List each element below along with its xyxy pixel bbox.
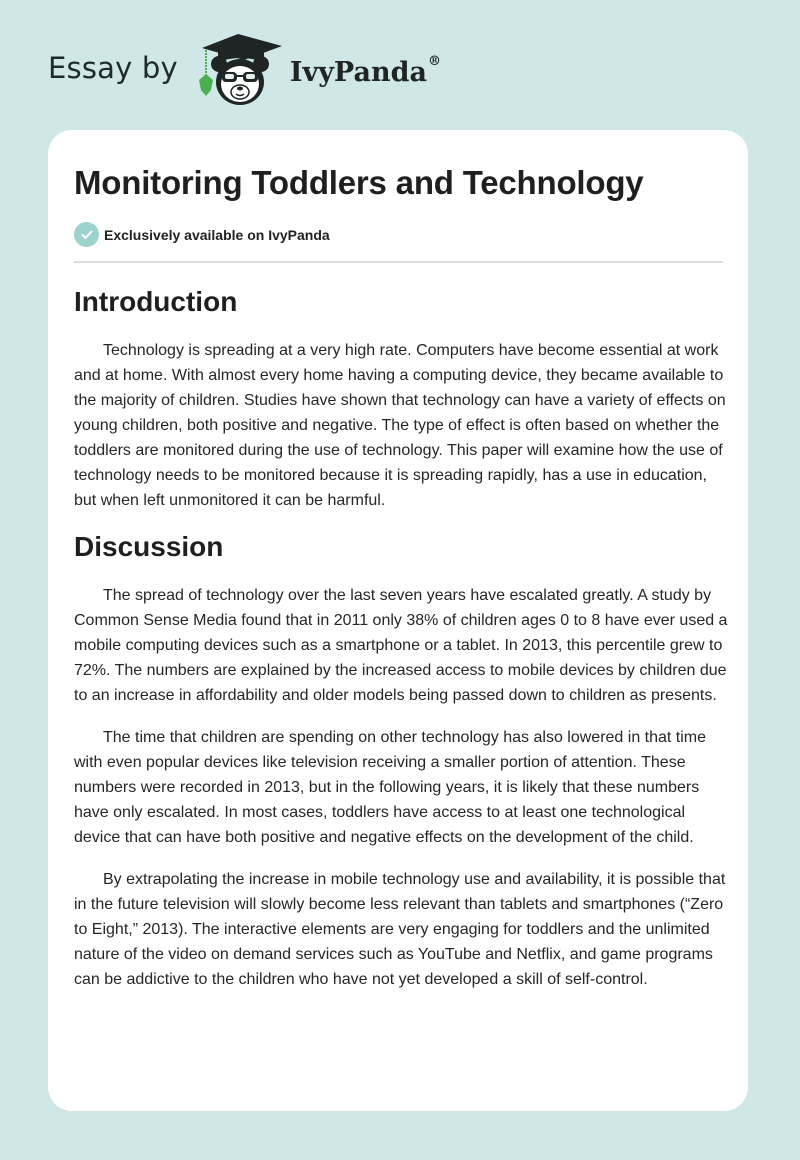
ivypanda-logo-link[interactable] [196,30,441,110]
essay-body [74,282,728,1009]
site-header [48,30,441,110]
section-heading: Introduction [74,286,238,317]
essay-card [48,130,748,1111]
brand-text: IvyPanda [289,56,427,88]
section-discussion [74,527,728,992]
brand-name [289,53,441,88]
exclusive-badge-text: Exclusively available on IvyPanda [104,226,330,243]
registered-mark: ® [427,53,441,69]
title-divider [74,261,723,263]
section-heading: Discussion [74,531,224,562]
page-title: Monitoring Toddlers and Technology [74,164,644,201]
panda-graduation-cap-logo-icon [194,30,286,110]
paragraph: Technology is spreading at a very high rate. Computers have become essential at work and at home. With almost every home having a computing device, they became available to the majority of children. Studies have shown that technology can have a variety of effects on young children, both positive and negative. The type of effect is often based on whether the toddlers are monitored during the use of technology. This paper will examine how the use of technology needs to be monitored because it is spreading rapidly, has a use in education, but when left unmonitored it can be harmful. [74,342,726,509]
check-circle-icon [74,222,99,247]
paragraph: The spread of technology over the last seven years have escalated greatly. A study by Common Sense Media found that in 2011 only 38% of children ages 0 to 8 have ever used a mobile computing devices such as a smartphone or a tablet. In 2013, this percentile grew to 72%. The numbers are explained by the increased access to mobile devices by children due to an increase in affordability and older models being passed down to children as presents. [74,587,728,704]
section-introduction [74,282,728,513]
essay-by-label: Essay by [48,51,178,85]
paragraph: By extrapolating the increase in mobile technology use and availability, it is possible that in the future television will slowly become less relevant than tablets and smartphones (“Zero to Eight,” 2013). The interactive elements are very engaging for toddlers and the unlimited nature of the video on demand services such as YouTube and Netflix, and game programs can be addictive to the children who have not yet developed a skill of self-control. [74,871,726,988]
exclusive-badge [74,222,330,247]
paragraph: The time that children are spending on other technology has also lowered in that time with even popular devices like television receiving a smaller portion of attention. These numbers were recorded in 2013, but in the following years, it is likely that these numbers have only escalated. In most cases, toddlers have access to at least one technological device that can have both positive and negative effects on the development of the child. [74,729,707,846]
